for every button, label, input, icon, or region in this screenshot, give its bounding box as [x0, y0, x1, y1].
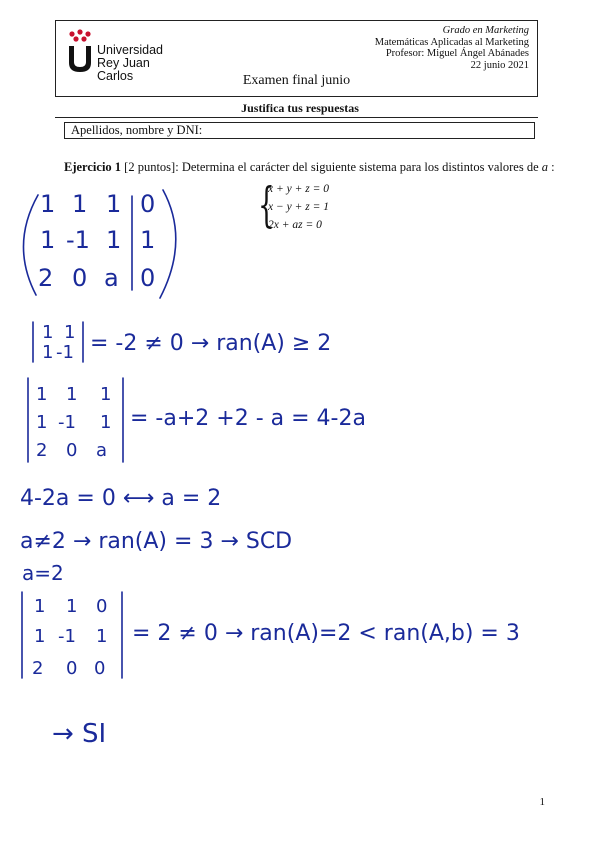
- line1-result: = -2 ≠ 0 → ran(A) ≥ 2: [90, 331, 332, 356]
- matrix-cell: 1: [72, 190, 88, 218]
- matrix-cell: 2: [38, 264, 54, 292]
- determinant-3x3: [28, 378, 366, 462]
- matrix-cell: 0: [72, 264, 88, 292]
- exercise-text: Determina el carácter del siguiente sistema para los distintos valores de: [181, 160, 539, 174]
- matrix-cell: 0: [140, 190, 156, 218]
- svg-text:1: 1: [66, 384, 78, 405]
- degree-name: Grado en Marketing: [442, 25, 529, 36]
- svg-text:1: 1: [96, 626, 108, 647]
- determinant-minor: [22, 592, 520, 679]
- line3-equation: 4-2a = 0 ⟷ a = 2: [20, 486, 222, 511]
- svg-text:1: 1: [42, 322, 54, 343]
- exercise-colon: :: [551, 160, 555, 174]
- matrix-cell: 1: [40, 226, 56, 254]
- exam-title: Examen final junio: [242, 73, 351, 88]
- equation-2: x − y + z = 1: [268, 201, 329, 213]
- exam-date: 22 junio 2021: [470, 59, 529, 71]
- university-name-line2: Rey Juan Carlos: [97, 56, 150, 83]
- svg-text:0: 0: [94, 658, 106, 679]
- svg-text:0: 0: [66, 440, 78, 461]
- svg-text:0: 0: [96, 596, 108, 617]
- system-brace: {: [258, 177, 275, 233]
- line5-case: a=2: [22, 561, 64, 585]
- university-name-line1: Universidad: [97, 43, 164, 57]
- svg-text:2: 2: [32, 658, 44, 679]
- svg-text:1: 1: [100, 412, 112, 433]
- svg-text:1: 1: [64, 322, 76, 343]
- equation-3: 2x + az = 0: [268, 219, 322, 231]
- determinant-2x2: [33, 322, 331, 363]
- matrix-cell: 1: [40, 190, 56, 218]
- matrix-cell: 1: [140, 226, 156, 254]
- svg-text:-1: -1: [56, 342, 74, 363]
- professor-name: Profesor: Miguel Ángel Abánades: [385, 48, 529, 59]
- svg-text:1: 1: [34, 596, 46, 617]
- matrix-cell: 1: [106, 190, 122, 218]
- student-name-label: Apellidos, nombre y DNI:: [71, 123, 203, 137]
- matrix-cell: 1: [106, 226, 122, 254]
- svg-text:1: 1: [36, 384, 48, 405]
- svg-text:1: 1: [36, 412, 48, 433]
- line6-result: = 2 ≠ 0 → ran(A)=2 < ran(A,b) = 3: [132, 621, 520, 646]
- svg-text:-1: -1: [58, 412, 76, 433]
- exercise-param: a: [541, 160, 549, 174]
- matrix-cell: -1: [66, 226, 90, 254]
- svg-text:1: 1: [34, 626, 46, 647]
- svg-text:2: 2: [36, 440, 48, 461]
- svg-text:0: 0: [66, 658, 78, 679]
- svg-text:a: a: [96, 440, 108, 461]
- page-number: 1: [539, 796, 545, 808]
- augmented-matrix: [23, 190, 175, 298]
- exercise-points: [2 puntos]:: [124, 160, 179, 174]
- conclusion: → SI: [52, 719, 107, 749]
- line2-result: = -a+2 +2 - a = 4-2a: [130, 406, 366, 431]
- svg-text:1: 1: [42, 342, 54, 363]
- svg-text:1: 1: [100, 384, 112, 405]
- course-name: Matemáticas Aplicadas al Marketing: [374, 36, 529, 48]
- svg-text:-1: -1: [58, 626, 76, 647]
- matrix-cell: a: [104, 264, 119, 292]
- instructions: Justifica tus respuestas: [241, 101, 359, 115]
- line4-case: a≠2 → ran(A) = 3 → SCD: [20, 529, 293, 554]
- exercise-label: Ejercicio 1: [64, 160, 122, 174]
- matrix-cell: 0: [140, 264, 156, 292]
- svg-text:1: 1: [66, 596, 78, 617]
- equation-1: x + y + z = 0: [268, 183, 329, 195]
